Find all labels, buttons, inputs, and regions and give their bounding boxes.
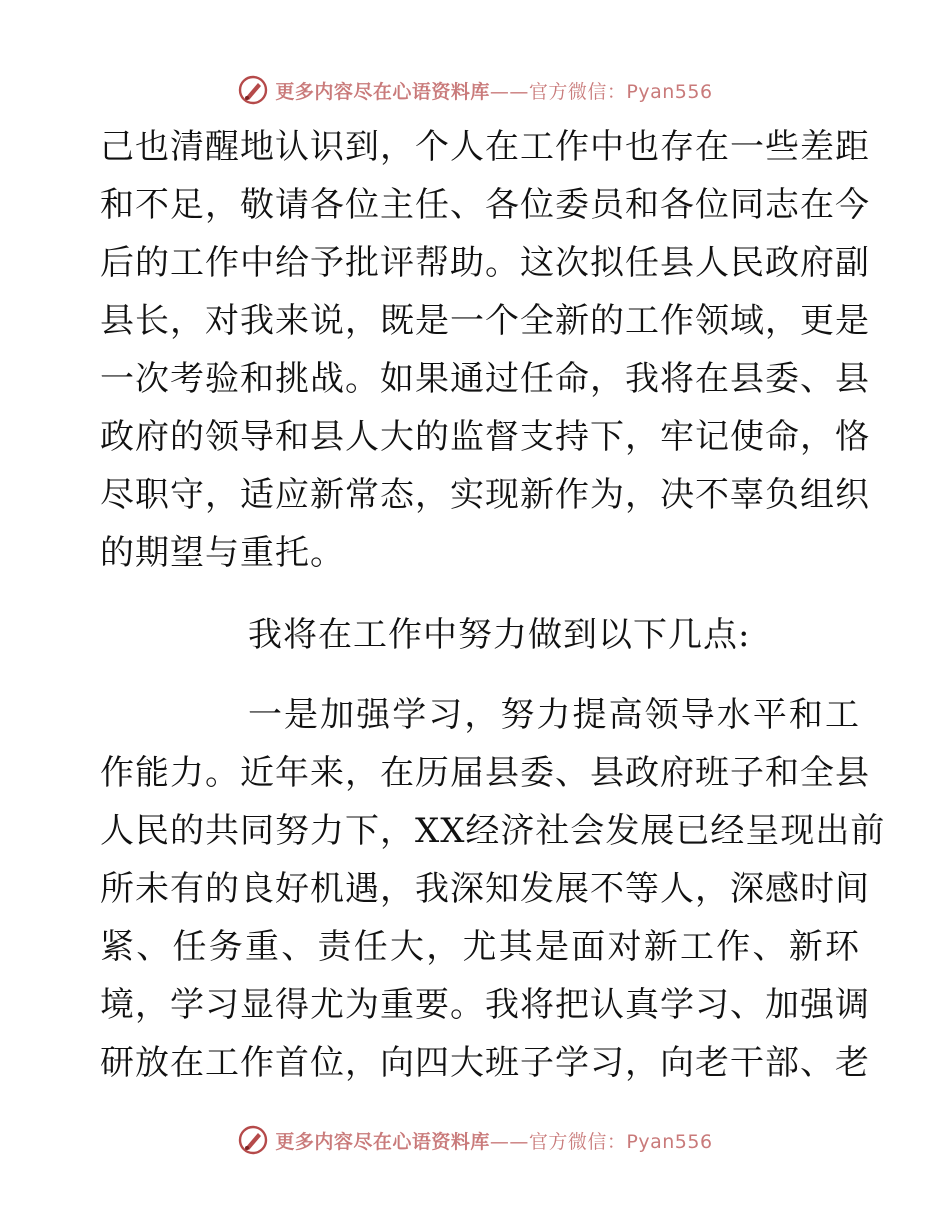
text-line: 所未有的良好机遇，我深知发展不等人，深感时间 xyxy=(100,869,870,909)
watermark-brand: 更多内容尽在心语资料库 xyxy=(275,1130,490,1153)
watermark-brand: 更多内容尽在心语资料库 xyxy=(275,80,490,103)
paragraph-2 xyxy=(100,686,886,1092)
text-line: 后的工作中给予批评帮助。这次拟任县人民政府副 xyxy=(100,243,870,283)
watermark-contact: 官方微信：Pyan556 xyxy=(528,80,713,103)
text-line: 作能力。近年来，在历届县委、县政府班子和全县 xyxy=(100,753,870,793)
watermark-text xyxy=(275,77,712,104)
text-line: 和不足，敬请各位主任、各位委员和各位同志在今 xyxy=(100,185,870,225)
pen-logo-icon xyxy=(237,1124,269,1156)
text-line: 的期望与重托。 xyxy=(100,533,345,573)
text-line: 境，学习显得尤为重要。我将把认真学习、加强调 xyxy=(100,985,870,1025)
text-line: 紧、任务重、责任大，尤其是面对新工作、新环 xyxy=(100,927,860,967)
watermark-contact: 官方微信：Pyan556 xyxy=(528,1130,713,1153)
text-line: 尽职守，适应新常态，实现新作为，决不辜负组织 xyxy=(100,475,870,515)
text-line: 一次考验和挑战。如果通过任命，我将在县委、县 xyxy=(100,359,870,399)
footer-watermark xyxy=(0,1120,950,1160)
watermark-text xyxy=(275,1127,712,1154)
document-body xyxy=(100,118,886,1092)
text-line: 己也清醒地认识到，个人在工作中也存在一些差距 xyxy=(100,127,870,167)
text-line: 研放在工作首位，向四大班子学习，向老干部、老 xyxy=(100,1043,870,1083)
text-line: 人民的共同努力下，XX经济社会发展已经呈现出前 xyxy=(100,811,886,851)
section-heading: 我将在工作中努力做到以下几点: xyxy=(248,615,751,655)
watermark-dash: —— xyxy=(489,80,529,103)
header-watermark xyxy=(0,70,950,110)
pen-logo-icon xyxy=(237,74,269,106)
watermark-dash: —— xyxy=(489,1130,529,1153)
text-line: 县长，对我来说，既是一个全新的工作领域，更是 xyxy=(100,301,870,341)
paragraph-1 xyxy=(100,118,870,582)
text-line: 一是加强学习，努力提高领导水平和工 xyxy=(248,695,860,735)
text-line: 政府的领导和县人大的监督支持下，牢记使命，恪 xyxy=(100,417,870,457)
